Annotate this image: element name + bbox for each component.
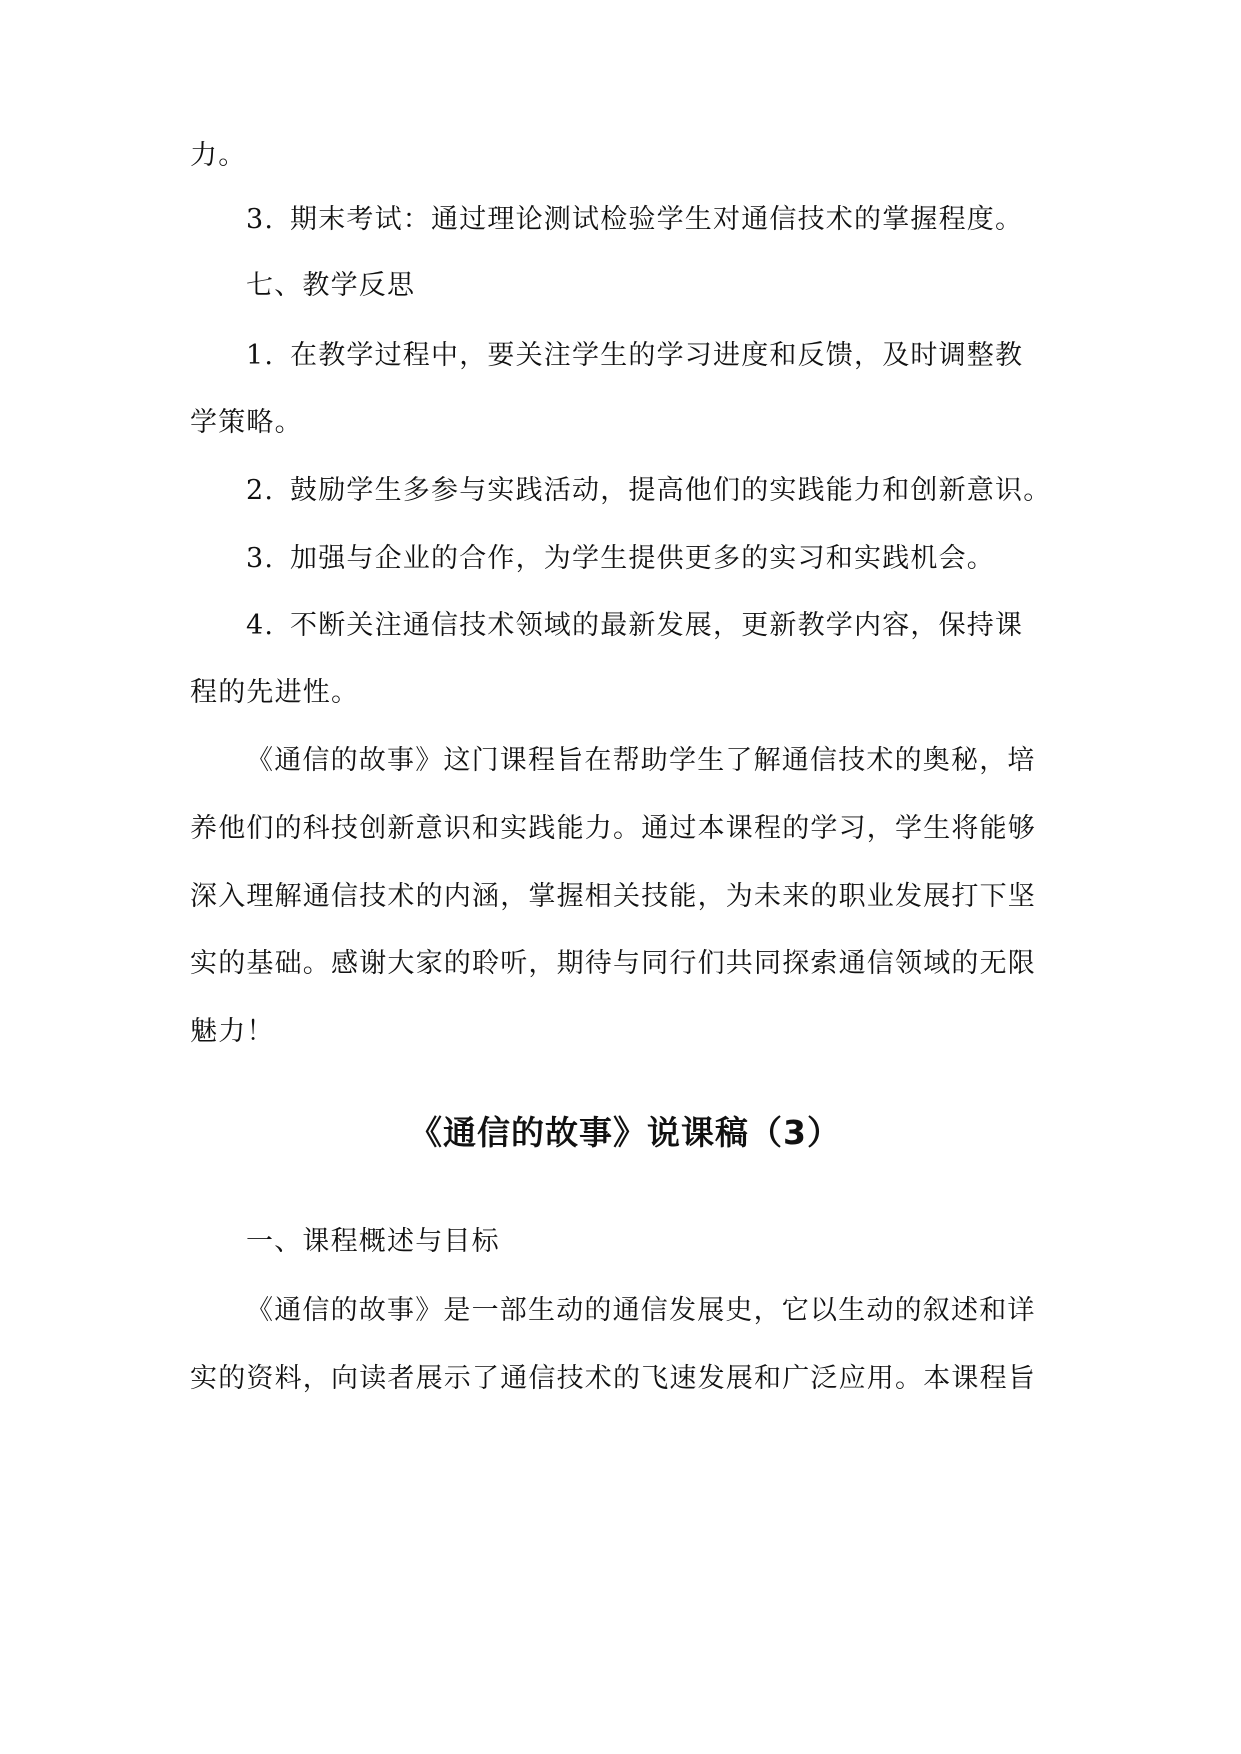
reflection-item-2 (246, 471, 1060, 511)
assessment-item-3 (246, 200, 1060, 240)
document-title: 《通信的故事》说课稿（3） (409, 1113, 841, 1152)
conclusion-line-1: 《通信的故事》这门课程旨在帮助学生了解通信技术的奥秘，培 (246, 745, 1036, 776)
item-text: 不断关注通信技术领域的最新发展，更新教学内容，保持课 (290, 610, 1024, 641)
item-number: 1. (246, 340, 275, 371)
conclusion-line-4: 实的基础。感谢大家的聆听，期待与同行们共同探索通信领域的无限 (190, 948, 1036, 979)
item-number: 2. (246, 475, 275, 506)
item-number: 4. (246, 610, 275, 641)
item-text: 鼓励学生多参与实践活动，提高他们的实践能力和创新意识。 (290, 475, 1052, 506)
paragraph-continuation: 力。 (190, 140, 247, 171)
item-number: 3. (246, 204, 275, 235)
conclusion-line-5: 魅力！ (190, 1016, 275, 1047)
item-text: 期末考试：通过理论测试检验学生对通信技术的掌握程度。 (290, 204, 1024, 235)
section-heading-overview: 一、课程概述与目标 (246, 1226, 500, 1257)
item-text: 加强与企业的合作，为学生提供更多的实习和实践机会。 (290, 543, 995, 574)
reflection-item-3 (246, 539, 1060, 579)
reflection-item-4 (246, 606, 1060, 646)
section-heading-reflection: 七、教学反思 (246, 270, 416, 301)
conclusion-line-2: 养他们的科技创新意识和实践能力。通过本课程的学习，学生将能够 (190, 813, 1036, 844)
overview-line-1: 《通信的故事》是一部生动的通信发展史，它以生动的叙述和详 (246, 1295, 1036, 1326)
reflection-item-4-continuation: 程的先进性。 (190, 677, 360, 708)
item-number: 3. (246, 543, 275, 574)
reflection-item-1-continuation: 学策略。 (190, 407, 303, 438)
overview-line-2: 实的资料，向读者展示了通信技术的飞速发展和广泛应用。本课程旨 (190, 1363, 1036, 1394)
reflection-item-1 (246, 336, 1060, 376)
conclusion-line-3: 深入理解通信技术的内涵，掌握相关技能，为未来的职业发展打下坚 (190, 881, 1036, 912)
item-text: 在教学过程中，要关注学生的学习进度和反馈，及时调整教 (290, 340, 1024, 371)
